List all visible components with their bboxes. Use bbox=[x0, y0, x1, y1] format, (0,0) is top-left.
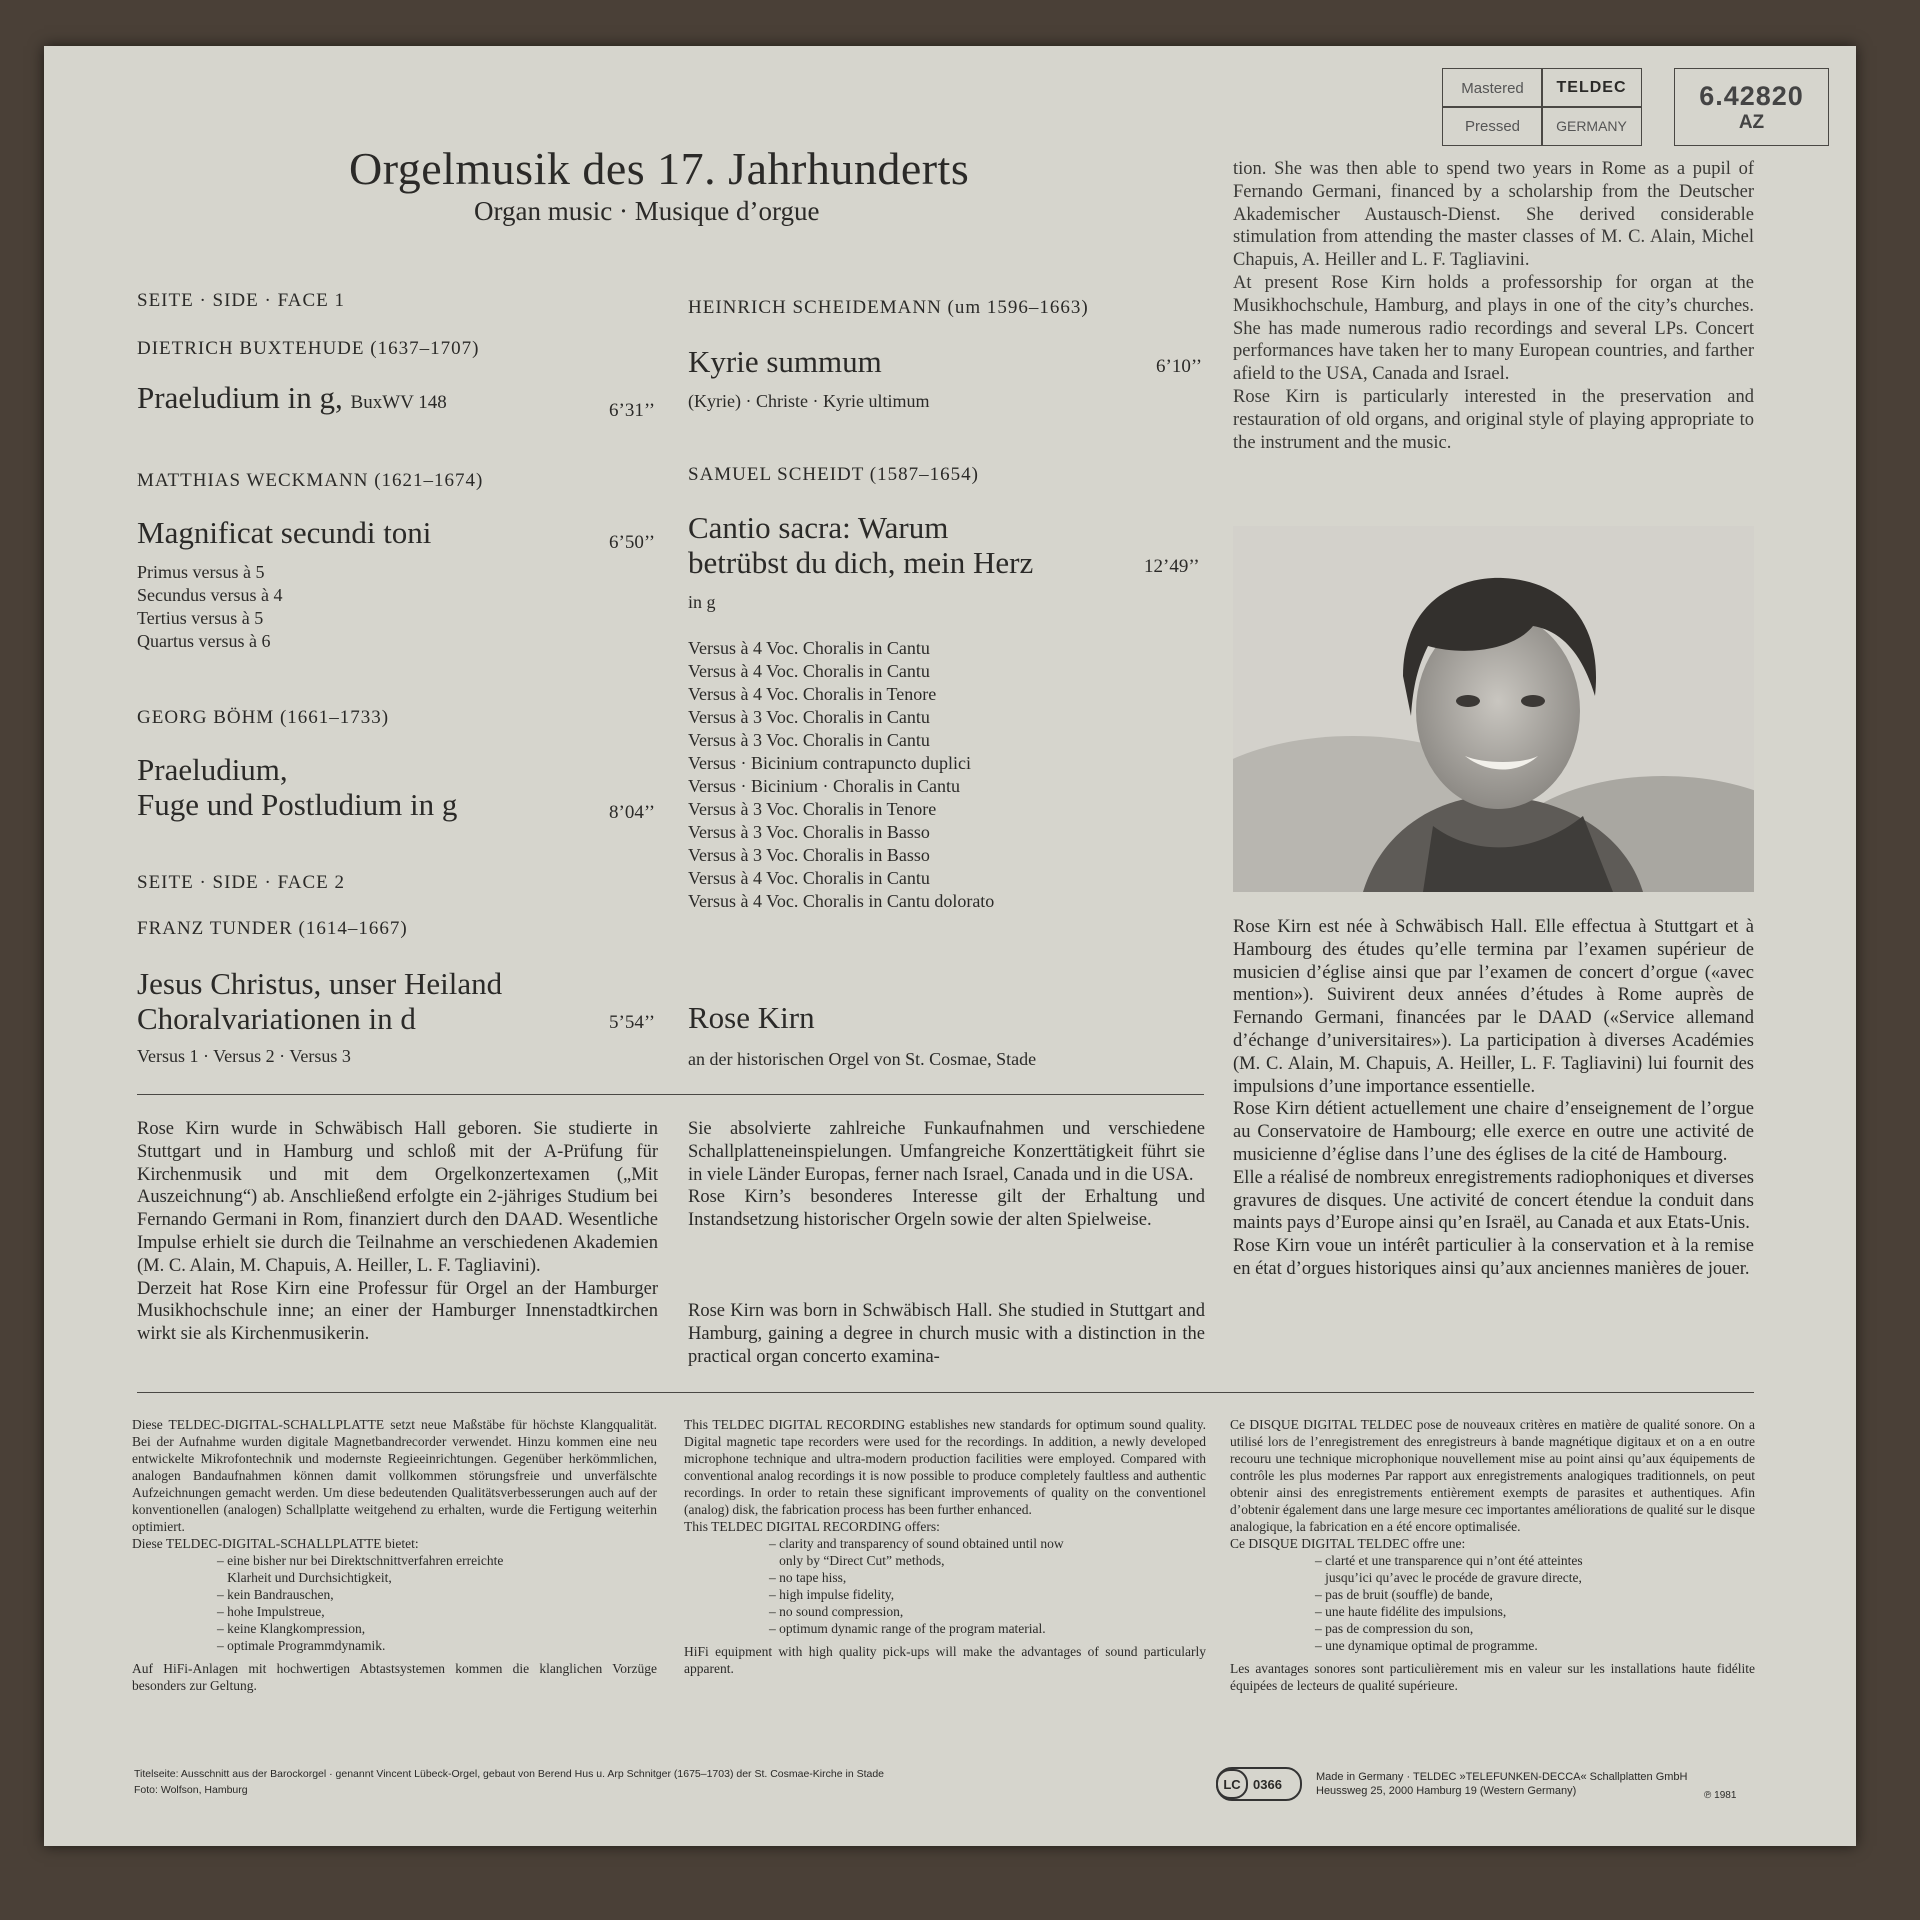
list-item: – optimum dynamic range of the program material. bbox=[769, 1621, 1046, 1636]
work-duration: 6’10’’ bbox=[1156, 356, 1203, 377]
list-item: – no tape hiss, bbox=[769, 1570, 847, 1585]
digital-offers: Diese TELDEC-DIGITAL-SCHALLPLATTE bietet: bbox=[132, 1536, 419, 1551]
bio-english-start: Rose Kirn was born in Schwäbisch Hall. She studied in Stuttgart and Hamburg, gaining a degree in church music with a distinction in the practical organ concerto examina- bbox=[688, 1301, 1205, 1367]
pressed-text: Pressed bbox=[1464, 117, 1521, 135]
portrait-image bbox=[1233, 526, 1754, 892]
list-item: – eine bisher nur bei Direktschnittverfahren erreichte bbox=[217, 1553, 504, 1568]
work-title bbox=[137, 380, 447, 420]
work-parts-list bbox=[688, 637, 994, 913]
digital-offers: This TELDEC DIGITAL RECORDING offers: bbox=[684, 1519, 940, 1534]
digital-list bbox=[132, 1552, 657, 1654]
germany-cell bbox=[1541, 106, 1642, 146]
digital-outro: HiFi equipment with high quality pick-ups will make the advantages of sound particularly apparent. bbox=[684, 1644, 1206, 1676]
work-catalog-suffix: BuxWV 148 bbox=[350, 392, 447, 413]
list-item: – kein Bandrauschen, bbox=[217, 1587, 334, 1602]
list-item: Versus à 3 Voc. Choralis in Cantu bbox=[688, 707, 930, 727]
composer-scheidemann: HEINRICH SCHEIDEMANN (um 1596–1663) bbox=[688, 297, 1089, 318]
list-item: Versus à 4 Voc. Choralis in Cantu bbox=[688, 661, 930, 681]
composer-buxtehude: DIETRICH BUXTEHUDE (1637–1707) bbox=[137, 338, 480, 359]
bio-german-2: Sie absolvierte zahlreiche Funkaufnahmen und verschiedene Schallplatteneinspielungen. Umfangreiche Konzerttätigkeit führt sie in viele Länder Europas, ferner nach Israel, Canada und in die USA. Rose Kirn’s besonderes Interesse gilt der Erhaltung und Instandsetzung historischer Orgeln sowie der alten Spielweise. bbox=[688, 1119, 1205, 1231]
digital-note-german bbox=[132, 1416, 657, 1694]
catalog-number: 6.42820 bbox=[1699, 80, 1804, 111]
composer-bohm: GEORG BÖHM (1661–1733) bbox=[137, 707, 390, 728]
list-item: Versus à 4 Voc. Choralis in Cantu bbox=[688, 868, 930, 888]
made-in-line: Made in Germany · TELDEC »TELEFUNKEN-DECCA« Schallplatten GmbH bbox=[1316, 1771, 1688, 1783]
work-title: Magnificat secundi toni bbox=[137, 515, 432, 550]
lc-logo bbox=[1216, 1767, 1302, 1801]
bio-french: Rose Kirn est née à Schwäbisch Hall. Elle effectua à Stuttgart et à Hambourg des études qu’elle termina par l’examen supérieur de musicien d’église ainsi que par l’examen de concert d’orgue («avec mention»). Suivirent deux années d’études à Rome auprès de Fernando Germani, financées par le DAAD («Service allemand d’échange d’universitaires»). La participation à diverses Académies (M. C. Alain, M. Chapuis, A. Heiller, L. F. Tagliavini) lui fournit des impulsions d’une importance essentielle. Rose Kirn détient actuellement une chaire d’enseignement de l’orgue au Conservatoire de Hambourg; elle exerce en outre une activité de musicienne d’église dans l’une des églises de la cité de Hambourg. Elle a réalisé de nombreux enregistrements radiophoniques et diverses gravures de disques. Une activité de concert étendue la conduit dans maints pays d’Europe ainsi qu’en Israël, au Canada et aux Etats-Unis. Rose Kirn voue un intérêt particulier à la conservation et à la remise en état d’orgues historiques ainsi qu’aux anciennes manières de jouer. bbox=[1233, 917, 1754, 1279]
digital-note-english bbox=[684, 1416, 1206, 1677]
list-item: Versus à 4 Voc. Choralis in Cantu bbox=[688, 638, 930, 658]
phonogram-copyright: ℗ 1981 bbox=[1704, 1790, 1737, 1801]
teldec-cell bbox=[1541, 68, 1642, 108]
work-title-line: Jesus Christus, unser Heiland bbox=[137, 966, 503, 1001]
side2-heading: SEITE · SIDE · FACE 2 bbox=[137, 872, 345, 893]
teldec-logo: TELDEC bbox=[1556, 79, 1627, 96]
digital-offers: Ce DISQUE DIGITAL TELDEC offre une: bbox=[1230, 1536, 1466, 1551]
address-line: Heussweg 25, 2000 Hamburg 19 (Western Germany) bbox=[1316, 1785, 1577, 1797]
list-item: Secundus versus à 4 bbox=[137, 585, 283, 605]
album-subtitle: Organ music · Musique d’orgue bbox=[474, 196, 820, 226]
work-title bbox=[137, 752, 457, 822]
list-item: Versus à 3 Voc. Choralis in Basso bbox=[688, 822, 930, 842]
work-title-line: Praeludium, bbox=[137, 752, 288, 787]
list-item: – high impulse fidelity, bbox=[769, 1587, 895, 1602]
digital-outro: Auf HiFi-Anlagen mit hochwertigen Abtastsystemen kommen die klanglichen Vorzüge besonders zur Geltung. bbox=[132, 1661, 657, 1693]
list-item: – no sound compression, bbox=[769, 1604, 904, 1619]
performer-photo bbox=[1233, 526, 1754, 892]
list-item: – pas de compression du son, bbox=[1315, 1621, 1474, 1636]
catalog-box bbox=[1674, 68, 1829, 146]
work-duration: 8’04’’ bbox=[609, 802, 656, 823]
list-item: – une dynamique optimal de programme. bbox=[1315, 1638, 1538, 1653]
catalog-code: AZ bbox=[1738, 111, 1765, 133]
work-title bbox=[688, 510, 1033, 580]
bio-german-1: Rose Kirn wurde in Schwäbisch Hall geboren. Sie studierte in Stuttgart und in Hamburg und schloß mit der A-Prüfung für Kirchenmusik und mit dem Orgelkonzertexamen („Mit Auszeichnung“) ab. Anschließend erfolgte ein 2-jähriges Studium bei Fernando Germani in Rom, finanziert durch den DAAD. Wesentliche Impulse erhielt sie durch die Teilnahme an verschiedenen Akademien (M. C. Alain, M. Chapuis, A. Heiller, L. F. Tagliavini). Derzeit hat Rose Kirn eine Professur für Orgel an der Hamburger Musikhochschule inne; an einer der Hamburger Innenstadtkirchen wirkt sie als Kirchenmusikerin. bbox=[137, 1119, 658, 1345]
digital-intro: Diese TELDEC-DIGITAL-SCHALLPLATTE setzt neue Maßstäbe für höchste Klangqualität. Bei der Aufnahme wurden digitale Magnetbandrecorder verwendet. Hinzu kommen eine neu entwickelte Mikrofontechnik und modernste Regieeinrichtungen. Gegenüber herkömmlichen, analogen Bandaufnahmen können damit vollkommen störungsfreie und unverfälschte Aufzeichnungen gemacht werden. Um diese bedeutenden Qualitätsverbesserungen auch auf der konventionellen (analogen) Schallplatte weitgehend zu erhalten, wurde die Fertigung weiterhin optimiert. bbox=[132, 1417, 657, 1534]
list-item: Versus · Bicinium contrapuncto duplici bbox=[688, 753, 971, 773]
credit-line: Titelseite: Ausschnitt aus der Barockorgel · genannt Vincent Lübeck-Orgel, gebaut von Berend Hus u. Arp Schnitger (1675–1703) der St. Cosmae-Kirche in Stade bbox=[134, 1768, 885, 1780]
performer-instrument: an der historischen Orgel von St. Cosmae, Stade bbox=[688, 1049, 1037, 1069]
digital-list bbox=[1230, 1552, 1755, 1654]
list-item: Klarheit und Durchsichtigkeit, bbox=[217, 1570, 392, 1585]
work-parts-list bbox=[137, 561, 282, 653]
composer-tunder: FRANZ TUNDER (1614–1667) bbox=[137, 918, 408, 939]
digital-intro: Ce DISQUE DIGITAL TELDEC pose de nouveaux critères en matière de qualité sonore. On a utilisé lors de l’enregistrement des enregistreurs à bande magnétique digitaux et on a en outre recouru une technique microphonique nouvellement mise au point ainsi qu’aux équipements de contrôle les plus modernes Par rapport aux enregistrements analogiques traditionnels, on peut obtenir ainsi des enregistrements entièrement exempts de parasites et authentiques. Afin d’obtenir également dans une large mesure cec importantes améliorations de qualité sur le disque analogique, la fabrication en a été encore optimalisée. bbox=[1230, 1417, 1755, 1534]
list-item: – hohe Impulstreue, bbox=[217, 1604, 325, 1619]
digital-intro: This TELDEC DIGITAL RECORDING establishes new standards for optimum sound quality. Digital magnetic tape recorders were used for the recordings. In addition, a newly developed microphone technique and ultra-modern production facilities were employed. Compared with conventional analog recordings it is now possible to produce completely faultless and authentic recordings. In order to retain these significant improvements of quality on the conventionel (analog) disk, the fabrication process has been further enhanced. bbox=[684, 1417, 1206, 1517]
performer-name: Rose Kirn bbox=[688, 1000, 815, 1035]
work-title-line: Cantio sacra: Warum bbox=[688, 510, 949, 545]
pressed-cell bbox=[1442, 106, 1543, 146]
list-item: Versus à 3 Voc. Choralis in Cantu bbox=[688, 730, 930, 750]
work-duration: 6’31’’ bbox=[609, 400, 656, 421]
list-item: – pas de bruit (souffle) de bande, bbox=[1315, 1587, 1493, 1602]
digital-outro: Les avantages sonores sont particulièrement mis en valeur sur les installations haute fidélite équipées de lecteurs de qualité supérieure. bbox=[1230, 1661, 1755, 1693]
bio-english-continued: tion. She was then able to spend two years in Rome as a pupil of Fernando Germani, financed by a scholarship from the Deutscher Akademischer Austausch-Dienst. She derived considerable stimulation from attending the master classes of M. C. Alain, Michel Chapuis, A. Heiller and L. F. Tagliavini. At present Rose Kirn holds a professorship for organ at the Musikhochschule, Hamburg, and plays in one of the city’s churches. She has made numerous radio recordings and several LPs. Concert performances have taken her to many European countries, and farther afield to the USA, Canada and Israel. Rose Kirn is particularly interested in the preservation and restauration of old organs, and original style of playing appropriate to the instrument and the music. bbox=[1233, 159, 1754, 453]
mastered-text: Mastered bbox=[1461, 79, 1524, 97]
germany-text: GERMANY bbox=[1556, 118, 1627, 134]
composer-weckmann: MATTHIAS WECKMANN (1621–1674) bbox=[137, 470, 484, 491]
digital-list bbox=[684, 1535, 1206, 1637]
album-title: Orgelmusik des 17. Jahrhunderts bbox=[349, 143, 970, 194]
manufacturer-info bbox=[1316, 1770, 1687, 1798]
work-title bbox=[137, 966, 502, 1036]
work-title-line: Fuge und Postludium in g bbox=[137, 787, 458, 822]
list-item: Versus à 3 Voc. Choralis in Tenore bbox=[688, 799, 937, 819]
divider bbox=[137, 1094, 1204, 1095]
work-duration: 5’54’’ bbox=[609, 1012, 656, 1033]
mastered-cell bbox=[1442, 68, 1543, 108]
list-item: Versus à 4 Voc. Choralis in Cantu dolorato bbox=[688, 891, 995, 911]
list-item: Versus à 3 Voc. Choralis in Basso bbox=[688, 845, 930, 865]
composer-scheidt: SAMUEL SCHEIDT (1587–1654) bbox=[688, 464, 979, 485]
lc-prefix: LC bbox=[1216, 1769, 1248, 1799]
work-duration: 12’49’’ bbox=[1144, 556, 1200, 577]
list-item: – optimale Programmdynamik. bbox=[217, 1638, 386, 1653]
work-title: Kyrie summum bbox=[688, 344, 882, 379]
list-item: Primus versus à 5 bbox=[137, 562, 265, 582]
list-item: – clarity and transparency of sound obtained until now bbox=[769, 1536, 1064, 1551]
work-title-text: Praeludium in g, bbox=[137, 380, 343, 415]
list-item: Quartus versus à 6 bbox=[137, 631, 271, 651]
lc-code: 0366 bbox=[1253, 1776, 1282, 1792]
list-item: Versus à 4 Voc. Choralis in Tenore bbox=[688, 684, 937, 704]
list-item: Versus · Bicinium · Choralis in Cantu bbox=[688, 776, 960, 796]
work-duration: 6’50’’ bbox=[609, 532, 656, 553]
list-item: – keine Klangkompression, bbox=[217, 1621, 366, 1636]
record-sleeve-back bbox=[44, 46, 1856, 1846]
work-title-line: betrübst du dich, mein Herz bbox=[688, 545, 1034, 580]
divider bbox=[137, 1392, 1754, 1393]
list-item: Tertius versus à 5 bbox=[137, 608, 264, 628]
list-item: only by “Direct Cut” methods, bbox=[769, 1553, 945, 1568]
cover-credit bbox=[134, 1766, 884, 1798]
list-item: – une haute fidélite des impulsions, bbox=[1315, 1604, 1507, 1619]
side1-heading: SEITE · SIDE · FACE 1 bbox=[137, 290, 345, 311]
work-parts: Versus 1 · Versus 2 · Versus 3 bbox=[137, 1046, 351, 1066]
list-item: jusqu’ici qu’avec le procéde de gravure directe, bbox=[1315, 1570, 1582, 1585]
work-parts: (Kyrie) · Christe · Kyrie ultimum bbox=[688, 391, 930, 411]
digital-note-french bbox=[1230, 1416, 1755, 1694]
work-key: in g bbox=[688, 592, 716, 612]
work-title-line: Choralvariationen in d bbox=[137, 1001, 416, 1036]
list-item: – clarté et une transparence qui n’ont été atteintes bbox=[1315, 1553, 1583, 1568]
photo-credit: Foto: Wolfson, Hamburg bbox=[134, 1784, 248, 1796]
